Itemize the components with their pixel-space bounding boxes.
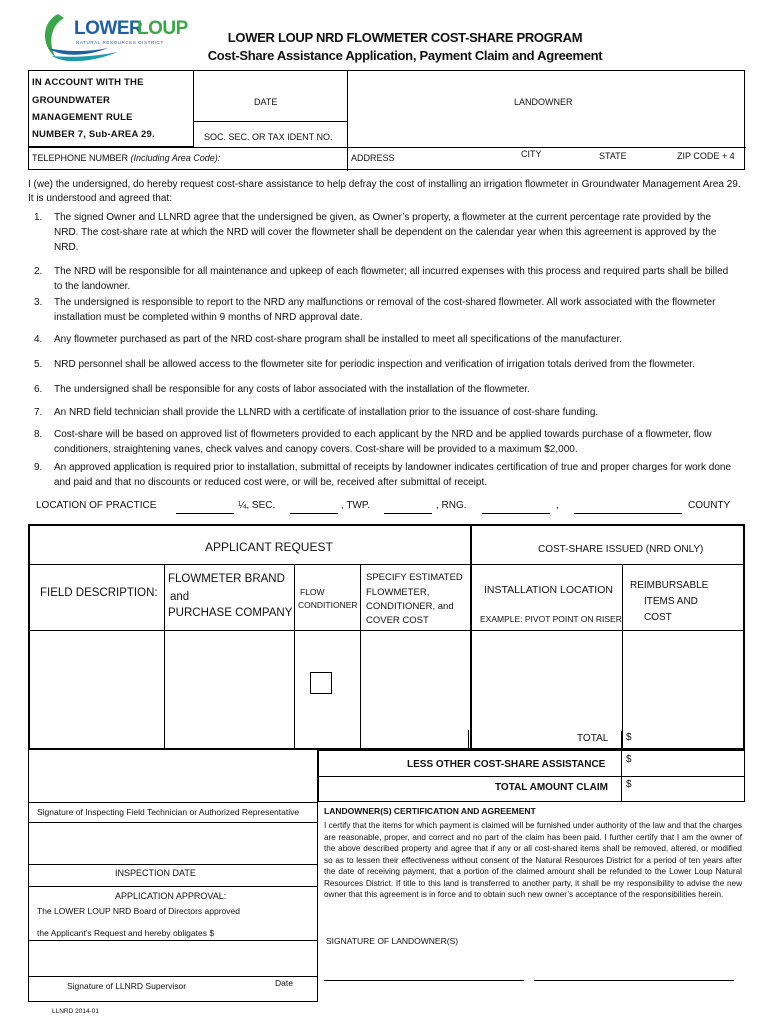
- account-line-4: NUMBER 7, Sub-AREA 29.: [32, 129, 155, 140]
- divider: [164, 564, 165, 748]
- landowner-signature-label: SIGNATURE OF LANDOWNER(S): [326, 936, 459, 946]
- flowmeter-brand-label-2: and: [170, 591, 190, 603]
- term-text: The undersigned shall be responsible for any costs of labor associated with the installation of the flowmeter.: [54, 384, 530, 395]
- account-line-1: IN ACCOUNT WITH THE: [32, 77, 144, 88]
- estimated-cost-label-4: COVER COST: [366, 615, 429, 626]
- divider: [30, 630, 743, 631]
- rng-label: , RNG.: [436, 500, 467, 511]
- divider: [29, 822, 318, 823]
- certification-body: I certify that the items for which payment is claimed will be furnished under authority of the law and that the charges are reasonable, proper, and correct and no part of the claim has been paid. I further certify that I am the owner of the above described property and agree that if any or all cost-shared items shall be removed, altered, or modified so as to lessen their effectiveness without consent of the Natural Resources District for a period of ten years after the date of receiving payment, that a portion of the claimed amount shall be refunded to the Lower Loup Natural Resources District. If title to this land is transferred to another party, it shall be my responsibility to advise the new owner that this agreement is in force and to obtain such new owner’s acceptance of the responsibilities herein.: [324, 821, 742, 899]
- account-line-2: GROUNDWATER: [32, 95, 111, 106]
- account-cell: [29, 71, 194, 147]
- account-line-3: MANAGEMENT RULE: [32, 112, 133, 123]
- city-label: CITY: [521, 149, 542, 159]
- form-subtitle: Cost-Share Assistance Application, Payment Claim and Agreement: [207, 48, 603, 63]
- term-number: 5.: [34, 359, 43, 370]
- installation-location-label: INSTALLATION LOCATION: [484, 584, 613, 596]
- reimbursable-label-3: COST: [644, 612, 672, 623]
- divider: [29, 940, 318, 941]
- estimated-cost-label-1: SPECIFY ESTIMATED: [366, 572, 463, 583]
- installation-example-label: EXAMPLE: PIVOT POINT ON RISER: [480, 614, 622, 624]
- telephone-hint: (Including Area Code):: [130, 153, 221, 163]
- total-amount-row: [318, 777, 745, 802]
- estimated-cost-label-3: CONDITIONER, and: [366, 601, 454, 612]
- total-amount-label: TOTAL AMOUNT CLAIM: [495, 782, 608, 793]
- term-number: 2.: [34, 266, 43, 277]
- twp-label: , TWP.: [341, 500, 371, 511]
- reimbursable-label-2: ITEMS AND: [644, 596, 698, 607]
- divider: [29, 147, 746, 148]
- form-code: LLNRD 2014-01: [52, 1008, 99, 1015]
- term-text: Cost-share will be based on approved list of flowmeters provided to each applicant by the NRD and be applied towards purchase of a flowmeter, flow conditioners, straightening vanes, check valves and canopy covers. Cost-share will be provided to a maximum $2,000.: [54, 429, 712, 455]
- approval-block: [28, 750, 318, 1002]
- address-label: ADDRESS: [351, 153, 395, 163]
- flow-conditioner-label-1: FLOW: [300, 587, 325, 597]
- landowner-signature-line-2[interactable]: [534, 980, 734, 981]
- divider: [29, 886, 318, 887]
- cost-share-issued-heading: COST-SHARE ISSUED (NRD ONLY): [538, 544, 704, 555]
- applicant-request-heading: APPLICANT REQUEST: [205, 540, 333, 554]
- divider: [347, 71, 348, 147]
- technician-signature-label: Signature of Inspecting Field Technician or Authorized Representative: [37, 807, 300, 817]
- rng-field[interactable]: [482, 513, 550, 514]
- term-text: The undersigned is responsible to report to the NRD any malfunctions or removal of the cost-shared flowmeter. All work associated with the flowmeter installation must be completed within 9 months of NRD approval date.: [54, 297, 716, 323]
- state-label: STATE: [599, 151, 627, 161]
- term-number: 3.: [34, 297, 43, 308]
- landowner-signature-line-1[interactable]: [324, 980, 524, 981]
- landowner-label: LANDOWNER: [514, 97, 573, 107]
- divider: [360, 564, 361, 748]
- divider: [29, 802, 318, 803]
- divider: [347, 147, 348, 171]
- divider: [470, 526, 472, 748]
- term-number: 6.: [34, 384, 43, 395]
- telephone-label: [32, 153, 220, 163]
- form-title: LOWER LOUP NRD FLOWMETER COST-SHARE PROGRAM: [227, 30, 583, 45]
- certification-title: LANDOWNER(S) CERTIFICATION AND AGREEMENT: [324, 806, 536, 816]
- zip-label: ZIP CODE + 4: [677, 151, 735, 161]
- flow-conditioner-checkbox[interactable]: [310, 672, 332, 694]
- divider: [621, 777, 622, 801]
- intro-paragraph: I (we) the undersigned, do hereby request cost-share assistance to help defray the cost of installing an irrigation flowmeter in Groundwater Management Area 29. It is understood and agreed that:: [28, 179, 741, 204]
- divider: [29, 976, 318, 977]
- term-text: The NRD will be responsible for all maintenance and upkeep of each flowmeter; all incurred expenses with this process and required parts shall be billed to the landowner.: [54, 266, 729, 292]
- total-dollar: $: [626, 732, 632, 743]
- inspection-date-label: INSPECTION DATE: [115, 868, 196, 878]
- term-text: Any flowmeter purchased as part of the NRD cost-share program shall be installed to meet all specifications of the manufacturer.: [54, 334, 623, 345]
- divider: [29, 864, 318, 865]
- total-label: TOTAL: [577, 733, 609, 744]
- date-label: DATE: [254, 97, 278, 107]
- term-number: 7.: [34, 407, 43, 418]
- approval-line-1: The LOWER LOUP NRD Board of Directors approved: [37, 906, 240, 916]
- term-number: 8.: [34, 429, 43, 440]
- flowmeter-brand-label-1: FLOWMETER BRAND: [168, 573, 285, 585]
- applicant-info-box: [28, 70, 745, 170]
- term-number: 4.: [34, 334, 43, 345]
- county-label: COUNTY: [688, 500, 731, 511]
- term-number: 1.: [34, 212, 43, 223]
- ssn-label: SOC. SEC. OR TAX IDENT NO.: [204, 132, 333, 142]
- approval-line-2: the Applicant’s Request and hereby obligates $: [37, 928, 215, 938]
- less-other-dollar: $: [626, 754, 632, 765]
- term-text: The signed Owner and LLNRD agree that the undersigned be given, as Owner’s property, a flowmeter at the current percentage rate provided by the NRD. The cost-share rate at which the NRD will cover the flowmeter shall be dependent on the calendar year when this agreement is approved by the NRD.: [54, 212, 717, 253]
- flowmeter-brand-label-3: PURCHASE COMPANY: [168, 607, 293, 619]
- divider: [30, 564, 743, 565]
- less-other-row: [318, 750, 745, 777]
- logo-text-loup: LOUP: [137, 18, 188, 39]
- divider: [194, 121, 347, 122]
- term-number: 9.: [34, 462, 43, 473]
- divider: [622, 564, 623, 748]
- supervisor-signature-label: Signature of LLNRD Supervisor: [67, 981, 187, 991]
- logo-text-lower: LOWER: [74, 18, 143, 39]
- approval-title: APPLICATION APPROVAL:: [115, 891, 227, 901]
- total-amount-dollar: $: [626, 779, 632, 790]
- estimated-cost-label-2: FLOWMETER,: [366, 587, 430, 598]
- sec-label: ¼, SEC.: [238, 500, 276, 511]
- county-field[interactable]: [574, 513, 682, 514]
- supervisor-date-label: Date: [275, 978, 293, 988]
- divider: [294, 564, 295, 748]
- request-grid: [28, 524, 745, 750]
- flow-conditioner-label-2: CONDITIONER: [298, 600, 358, 610]
- divider: [621, 731, 622, 749]
- location-label: LOCATION OF PRACTICE: [36, 500, 157, 511]
- divider: [621, 751, 622, 776]
- location-comma: ,: [556, 500, 559, 511]
- logo-subtitle: NATURAL RESOURCES DISTRICT: [76, 40, 164, 45]
- total-row: [468, 730, 745, 750]
- reimbursable-label-1: REIMBURSABLE: [630, 580, 709, 591]
- less-other-label: LESS OTHER COST-SHARE ASSISTANCE: [407, 759, 606, 770]
- term-text: NRD personnel shall be allowed access to the flowmeter site for periodic inspection and verification of irrigation totals derived from the flowmeter.: [54, 359, 695, 370]
- term-text: An approved application is required prior to installation, submittal of receipts by landowner indicates certification of true and proper charges for work done and paid and that no discounts or reduced cost were, or will be, received after submittal of receipt.: [54, 462, 732, 488]
- field-description-label: FIELD DESCRIPTION:: [40, 587, 158, 599]
- lower-loup-logo: [38, 8, 188, 64]
- twp-field[interactable]: [384, 513, 432, 514]
- telephone-label-text: TELEPHONE NUMBER: [32, 153, 129, 163]
- quarter-field[interactable]: [176, 513, 234, 514]
- sec-field[interactable]: [290, 513, 338, 514]
- term-text: An NRD field technician shall provide the LLNRD with a certificate of installation prior to the issuance of cost-share funding.: [54, 407, 599, 418]
